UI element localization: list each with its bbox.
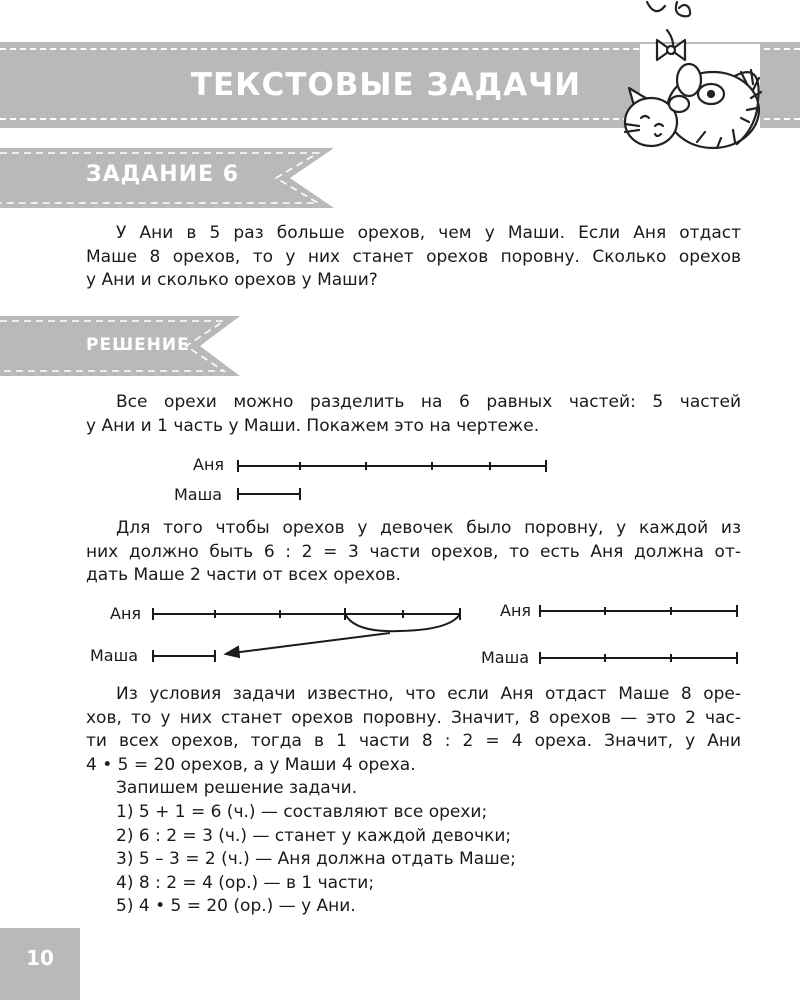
text-line: у Ани и 1 часть у Маши. Покажем это на чертеже. <box>86 415 540 436</box>
diagram2-segments <box>140 595 750 675</box>
task-text <box>86 222 741 293</box>
text-line: Все орехи можно разделить на 6 равных частей: 5 частей <box>116 392 741 412</box>
text-line: ти всех орехов, тогда в 1 части 8 : 2 = 4 ореха. Значит, у Ани <box>86 731 741 752</box>
solution-step: 5) 4 • 5 = 20 (ор.) — у Ани. <box>116 896 356 916</box>
diagram1-segments <box>230 450 560 510</box>
solution-step: 2) 6 : 2 = 3 (ч.) — станет у каждой девочки; <box>116 826 512 846</box>
diagram1-masha-label: Маша <box>174 485 223 504</box>
text-line: Из условия задачи известно, что если Аня отдаст Маше 8 оре- <box>116 684 741 704</box>
text-line: Маше 8 орехов, то у них станет орехов поровну. Сколько орехов <box>86 246 741 267</box>
diagram2-after-anya-label: Аня <box>500 601 532 620</box>
solution-label: РЕШЕНИЕ <box>86 335 190 355</box>
task-label: ЗАДАНИЕ 6 <box>86 162 240 187</box>
diagram2-before-masha-label: Маша <box>90 646 139 665</box>
solution-intro <box>86 391 741 438</box>
solution-step: 4) 8 : 2 = 4 (ор.) — в 1 части; <box>116 873 375 893</box>
diagram2-after-masha-label: Маша <box>481 648 530 667</box>
write-solution-label: Запишем решение задачи. <box>116 778 358 798</box>
text-line: 4 • 5 = 20 орехов, а у Маши 4 ореха. <box>86 754 416 775</box>
solution-paragraph-2 <box>86 517 741 588</box>
solution-step: 1) 5 + 1 = 6 (ч.) — составляют все орехи; <box>116 802 488 822</box>
diagram1-anya-label: Аня <box>193 455 225 474</box>
cat-illustration <box>585 0 785 170</box>
diagram2-before-anya-label: Аня <box>110 604 142 623</box>
page-number: 10 <box>26 946 54 970</box>
text-line: них должно быть 6 : 2 = 3 части орехов, то есть Аня должна от- <box>86 541 741 562</box>
solution-paragraph-3 <box>86 683 741 777</box>
text-line: хов, то у них станет орехов поровну. Значит, 8 орехов — это 2 час- <box>86 707 741 728</box>
text-line: дать Маше 2 части от всех орехов. <box>86 565 401 586</box>
text-line: Для того чтобы орехов у девочек было поровну, у каждой из <box>116 518 741 538</box>
text-line: У Ани в 5 раз больше орехов, чем у Маши. Если Аня отдаст <box>116 223 741 243</box>
transfer-arrow <box>232 633 390 653</box>
solution-step: 3) 5 – 3 = 2 (ч.) — Аня должна отдать Маше; <box>116 849 516 869</box>
page-title: ТЕКСТОВЫЕ ЗАДАЧИ <box>190 67 582 103</box>
text-line: у Ани и сколько орехов у Маши? <box>86 270 378 291</box>
